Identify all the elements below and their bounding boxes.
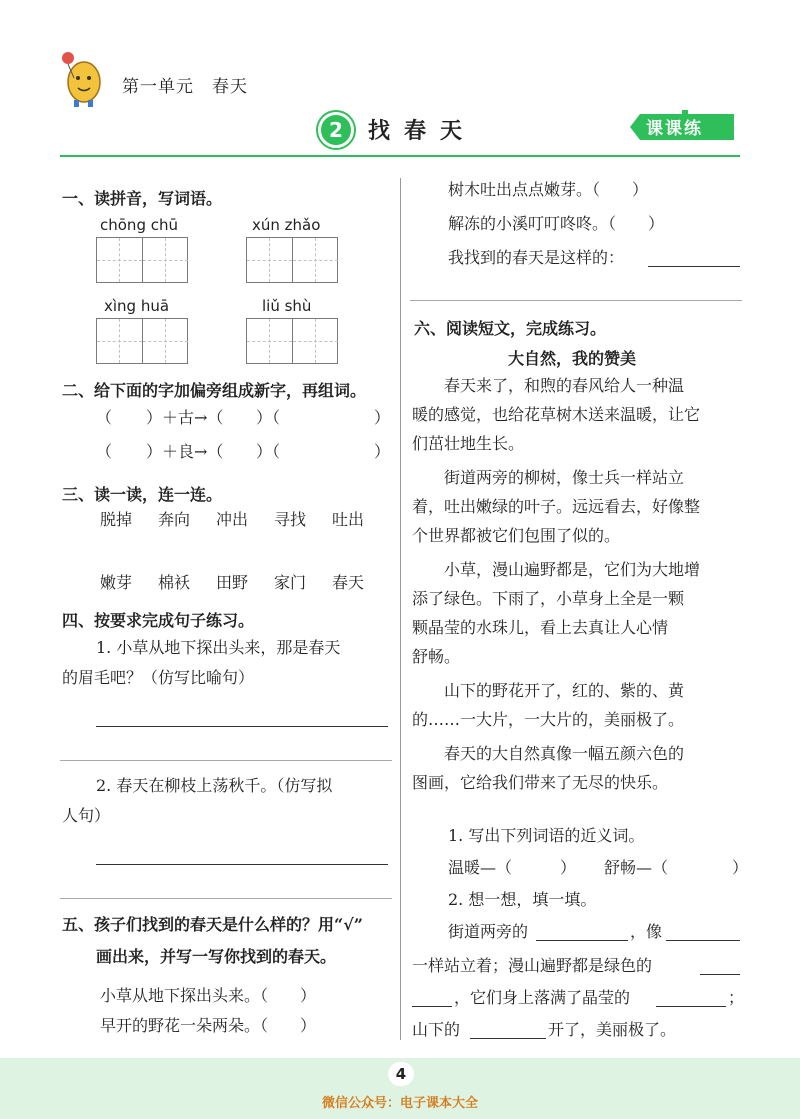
section1-title: 一、读拼音，写词语。 <box>62 189 223 208</box>
match-word[interactable]: 脱掉 <box>100 510 133 529</box>
q1-title: 1. 写出下列词语的近义词。 <box>448 826 645 845</box>
answer-line-q1[interactable] <box>96 726 388 727</box>
passage-line: 图画，它给我们带来了无尽的快乐。 <box>412 773 669 792</box>
section3-title: 三、读一读，连一连。 <box>62 485 223 504</box>
divider <box>410 300 742 301</box>
match-word[interactable]: 吐出 <box>332 510 365 529</box>
pinyin-2: xún zhǎo <box>252 216 321 234</box>
passage-line: 山下的野花开了，红的、紫的、黄 <box>412 681 685 700</box>
passage-line: 暖的感觉，也给花草树木送来温暖，让它 <box>412 405 701 424</box>
passage-line: 着，吐出嫩绿的叶子。远远看去，好像整 <box>412 497 701 516</box>
paren-mid: ）（ <box>256 408 281 427</box>
passage-line: 颗晶莹的水珠儿，看上去真让人心情 <box>412 618 669 637</box>
section5-title-line1: 五、孩子们找到的春天是什么样的？用“√” <box>62 915 363 934</box>
q2-title: 2. 想一想，填一填。 <box>448 890 597 909</box>
match-word[interactable]: 家门 <box>274 573 307 592</box>
passage-line: 们茁壮地生长。 <box>412 434 525 453</box>
paren-open: （ <box>96 408 113 427</box>
fill-blank[interactable] <box>412 1006 452 1007</box>
section4-title: 四、按要求完成句子练习。 <box>62 611 255 630</box>
section6-title: 六、阅读短文，完成练习。 <box>414 319 607 338</box>
lesson-number: 2 <box>318 112 354 148</box>
spring-item-3[interactable]: 树木吐出点点嫩芽。（ ） <box>448 180 649 199</box>
section5-title-line2: 画出来，并写一写你找到的春天。 <box>96 947 337 966</box>
match-word[interactable]: 田野 <box>216 573 249 592</box>
passage-line: 小草，漫山遍野都是，它们为大地增 <box>412 560 701 579</box>
fill3-a: ，它们身上落满了晶莹的 <box>454 988 631 1007</box>
fill-blank[interactable] <box>536 940 628 941</box>
passage-line: 春天来了，和煦的春风给人一种温 <box>412 376 685 395</box>
pinyin-4: liǔ shù <box>262 297 312 315</box>
fill-blank[interactable] <box>656 1006 726 1007</box>
column-divider <box>400 178 401 1040</box>
section4-q1-line2: 的眉毛吧？（仿写比喻句） <box>62 668 255 687</box>
spring-prompt: 我找到的春天是这样的： <box>448 248 625 267</box>
spring-item-4[interactable]: 解冻的小溪叮叮咚咚。（ ） <box>448 214 665 233</box>
writing-grid-1[interactable] <box>96 237 188 283</box>
match-word[interactable]: 冲出 <box>216 510 249 529</box>
pinyin-3: xìng huā <box>104 297 170 315</box>
fill-blank[interactable] <box>666 940 740 941</box>
fill2-a: 一样站立着；漫山遍野都是绿色的 <box>412 956 653 975</box>
match-word[interactable]: 嫩芽 <box>100 573 133 592</box>
pinyin-1: chōng chū <box>100 216 178 234</box>
answer-line-q2[interactable] <box>96 864 388 865</box>
section2-title: 二、给下面的字加偏旁组成新字，再组词。 <box>62 381 367 400</box>
fill4-b: 开了，美丽极了。 <box>548 1020 677 1039</box>
page-number: 4 <box>388 1062 414 1086</box>
practice-badge: 课课练 <box>646 119 703 139</box>
passage-line: 的……一大片，一大片的，美丽极了。 <box>412 710 685 729</box>
radical-plus-liang: ）＋良→（ <box>146 442 224 461</box>
section4-q2-line1: 2. 春天在柳枝上荡秋千。（仿写拟 <box>96 776 333 795</box>
fill1-a: 街道两旁的 <box>448 922 529 941</box>
passage-title: 大自然，我的赞美 <box>508 349 637 368</box>
fill1-b: ，像 <box>630 922 663 941</box>
passage-line: 添了绿色。下雨了，小草身上全是一颗 <box>412 589 685 608</box>
writing-grid-2[interactable] <box>246 237 338 283</box>
fill3-b: ； <box>728 988 745 1007</box>
spring-item-2[interactable]: 早开的野花一朵两朵。（ ） <box>100 1016 317 1035</box>
radical-row-2[interactable] <box>96 438 392 466</box>
fill-blank[interactable] <box>470 1038 546 1039</box>
unit-title: 第一单元 春天 <box>122 77 248 97</box>
header-rule <box>60 155 740 157</box>
section4-q1-line1: 1. 小草从地下探出头来，那是春天 <box>96 638 341 657</box>
paren-mid: ）（ <box>256 442 281 461</box>
match-word[interactable]: 棉袄 <box>158 573 191 592</box>
paren-open: （ <box>96 442 113 461</box>
divider <box>60 760 392 761</box>
synonym-comfort[interactable]: 舒畅—（ ） <box>604 858 749 877</box>
passage-line: 街道两旁的柳树，像士兵一样站立 <box>412 468 685 487</box>
fill4-a: 山下的 <box>412 1020 461 1039</box>
passage-line: 个世界都被它们包围了似的。 <box>412 526 621 545</box>
spring-answer-line[interactable] <box>648 266 740 267</box>
writing-grid-3[interactable] <box>96 318 188 364</box>
divider <box>60 898 392 899</box>
paren-close: ） <box>374 408 391 427</box>
passage-line: 春天的大自然真像一幅五颜六色的 <box>412 744 685 763</box>
spring-item-1[interactable]: 小草从地下探出头来。（ ） <box>100 986 317 1005</box>
passage <box>412 372 744 798</box>
synonym-warm[interactable]: 温暖—（ ） <box>448 858 577 877</box>
writing-grid-4[interactable] <box>246 318 338 364</box>
passage-line: 舒畅。 <box>412 647 461 666</box>
radical-row-1[interactable] <box>96 404 392 432</box>
mascot-icon <box>54 48 110 108</box>
match-word[interactable]: 奔向 <box>158 510 191 529</box>
section4-q2-line2: 人句） <box>62 806 111 825</box>
footer-watermark: 微信公众号：电子课本大全 <box>321 1096 478 1111</box>
fill-blank[interactable] <box>700 974 740 975</box>
match-word[interactable]: 寻找 <box>274 510 307 529</box>
match-word[interactable]: 春天 <box>332 573 365 592</box>
radical-plus-gu: ）＋古→（ <box>146 408 224 427</box>
paren-close: ） <box>374 442 391 461</box>
lesson-title: 找春天 <box>368 118 477 144</box>
